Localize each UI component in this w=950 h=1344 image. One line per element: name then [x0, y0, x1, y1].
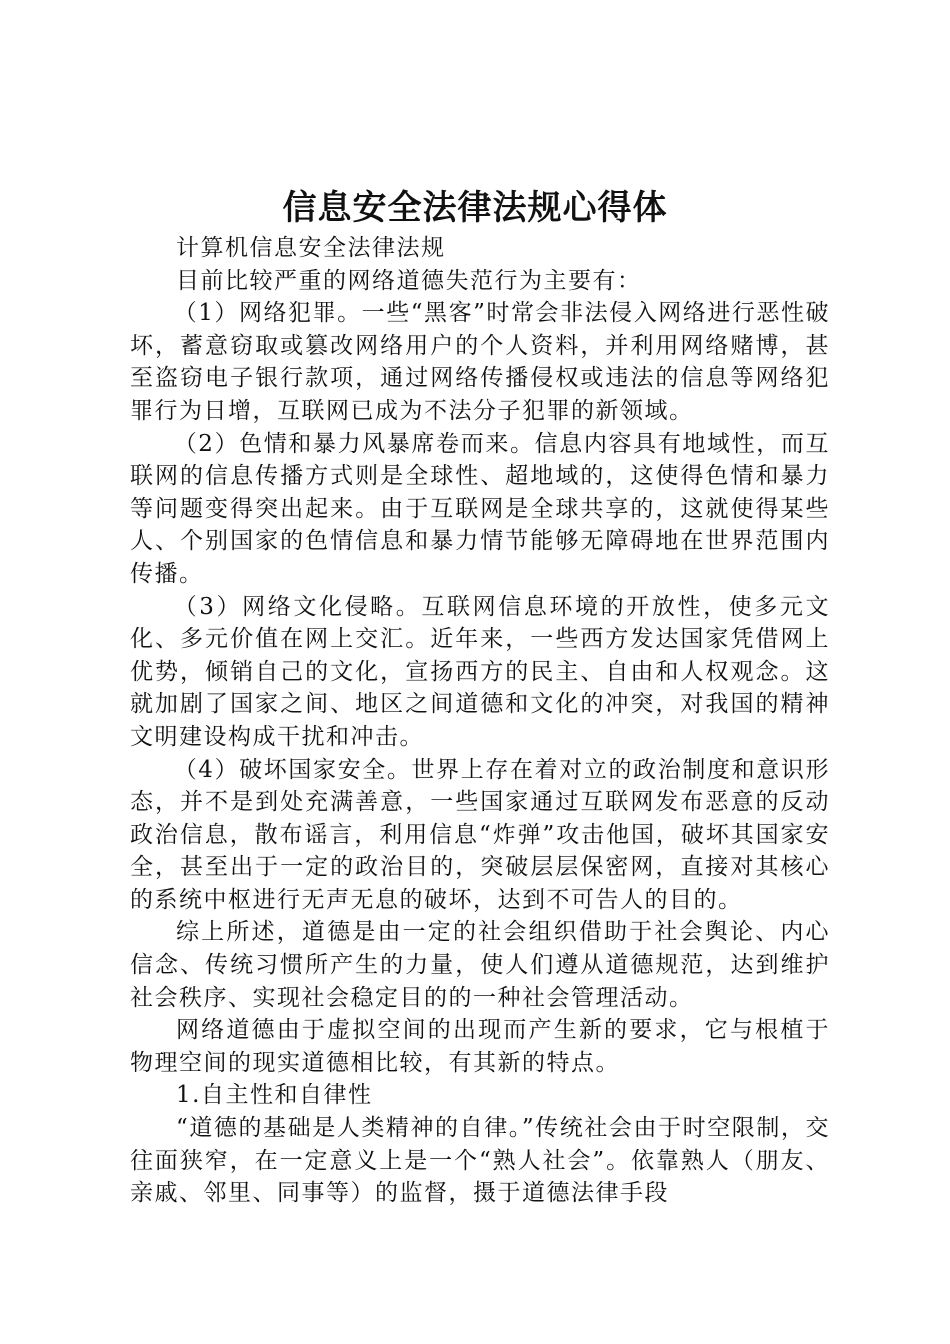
paragraph: 计算机信息安全法律法规	[176, 235, 446, 261]
document-body	[130, 232, 830, 1210]
section-heading: 1.自主性和自律性	[176, 1082, 373, 1109]
document-title: 信息安全法律法规心得体	[282, 188, 668, 228]
paragraph: “道德的基础是人类精神的自律。”传统社会由于时空限制，交往面狭窄，在一定意义上是一个“熟人社会”。依靠熟人（朋友、亲戚、邻里、同事等）的监督，摄于道德法律手段	[130, 1115, 830, 1207]
paragraph: 网络道德由于虚拟空间的出现而产生新的要求，它与根植于物理空间的现实道德相比较，有其新的特点。	[130, 1017, 830, 1076]
paragraph: 综上所述，道德是由一定的社会组织借助于社会舆论、内心信念、传统习惯所产生的力量，使人们遵从道德规范，达到维护社会秩序、实现社会稳定目的的一种社会管理活动。	[130, 919, 830, 1011]
paragraph: （1）网络犯罪。一些“黑客”时常会非法侵入网络进行恶性破坏，蓄意窃取或篡改网络用户的个人资料，并利用网络赌博，甚至盗窃电子银行款项，通过网络传播侵权或违法的信息等网络犯罪行为日增，互联网已成为不法分子犯罪的新领域。	[130, 300, 830, 424]
paragraph: （2）色情和暴力风暴席卷而来。信息内容具有地域性，而互联网的信息传播方式则是全球性、超地域的，这使得色情和暴力等问题变得突出起来。由于互联网是全球共享的，这就使得某些人、个别国家的色情信息和暴力情节能够无障碍地在世界范围内传播。	[130, 430, 830, 587]
paragraph: （3）网络文化侵略。互联网信息环境的开放性，使多元文化、多元价值在网上交汇。近年来，一些西方发达国家凭借网上优势，倾销自己的文化，宣扬西方的民主、自由和人权观念。这就加剧了国家之间、地区之间道德和文化的冲突，对我国的精神文明建设构成干扰和冲击。	[130, 593, 830, 750]
paragraph: 目前比较严重的网络道德失范行为主要有：	[176, 267, 642, 294]
paragraph: （4）破坏国家安全。世界上存在着对立的政治制度和意识形态，并不是到处充满善意，一些国家通过互联网发布恶意的反动政治信息，散布谣言，利用信息“炸弹”攻击他国，破坏其国家安全，甚至出于一定的政治目的，突破层层保密网，直接对其核心的系统中枢进行无声无息的破坏，达到不可告人的目的。	[130, 756, 830, 913]
